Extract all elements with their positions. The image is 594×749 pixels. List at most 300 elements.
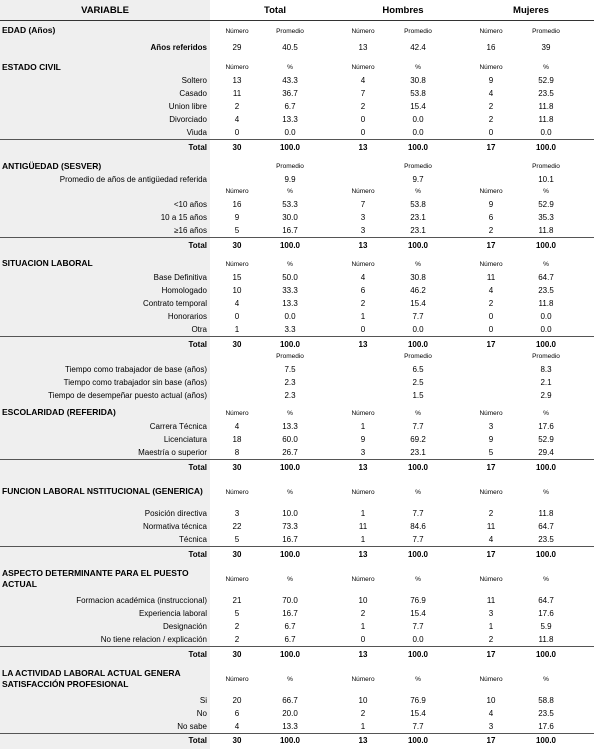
table-cell: 17 xyxy=(486,142,496,152)
column-subheader: % xyxy=(287,675,293,683)
row-label: Años referidos xyxy=(150,42,207,52)
column-subheader: Número xyxy=(351,64,375,71)
table-cell: 4 xyxy=(488,709,494,718)
table-cell: 13 xyxy=(358,462,368,472)
column-subheader: % xyxy=(287,260,293,268)
column-subheader: Promedio xyxy=(404,27,432,35)
table-cell: 4 xyxy=(488,89,494,98)
section-title: ANTIGÜEDAD (SESVER) xyxy=(2,160,102,171)
table-cell: 11.8 xyxy=(538,509,554,518)
section-title: FUNCION LABORAL NSTITUCIONAL (GENERICA) xyxy=(2,486,203,497)
table-cell: 23.1 xyxy=(410,448,426,457)
table-cell: 4 xyxy=(488,286,494,295)
table-cell: 40.5 xyxy=(282,42,298,52)
column-subheader xyxy=(212,160,262,173)
table-cell: 0.0 xyxy=(284,128,296,137)
table-cell xyxy=(212,173,262,185)
table-row xyxy=(0,594,594,607)
table-cell: 9 xyxy=(360,435,366,444)
row-label: Tiempo de desempeñar puesto actual (años) xyxy=(48,391,207,400)
column-subheader: % xyxy=(543,675,549,683)
table-row xyxy=(0,389,594,402)
section-header-row xyxy=(0,23,594,39)
table-row xyxy=(0,376,594,389)
table-row xyxy=(0,362,594,376)
section-title xyxy=(0,350,210,362)
table-cell: 1 xyxy=(360,312,366,321)
table-cell: 33.3 xyxy=(282,286,298,295)
table-cell: 100.0 xyxy=(407,549,429,559)
table-cell: 0 xyxy=(234,312,240,321)
table-cell: 100.0 xyxy=(279,549,301,559)
table-cell: 39 xyxy=(541,42,551,52)
table-cell: 0.0 xyxy=(540,128,552,137)
table-cell xyxy=(338,389,388,402)
table-cell: 10.0 xyxy=(282,509,298,518)
row-label: Maestría o superior xyxy=(138,448,207,457)
column-subheader: Número xyxy=(479,64,503,71)
table-row xyxy=(0,173,594,185)
table-cell: 15.4 xyxy=(410,609,426,618)
table-cell: 20.0 xyxy=(282,709,298,718)
table-cell: 2 xyxy=(488,115,494,124)
table-cell: 17 xyxy=(486,736,496,745)
column-subheader: % xyxy=(287,488,293,496)
table-cell: 13 xyxy=(358,42,368,52)
table-row xyxy=(0,198,594,211)
table-cell: 30 xyxy=(232,240,242,250)
table-cell: 23.1 xyxy=(410,226,426,235)
table-cell: 11.8 xyxy=(538,635,554,644)
row-label: Divorciado xyxy=(169,115,207,124)
column-subheader: % xyxy=(287,64,293,71)
table-cell: 64.7 xyxy=(538,522,554,531)
table-cell xyxy=(338,362,388,376)
table-cell: 9 xyxy=(488,76,494,85)
table-cell: 15.4 xyxy=(410,102,426,111)
table-cell: 11 xyxy=(232,89,242,98)
table-cell: 53.3 xyxy=(282,200,298,209)
column-subheader: Número xyxy=(351,488,375,496)
table-row xyxy=(0,74,594,87)
table-cell: 29 xyxy=(232,42,242,52)
row-label: Si xyxy=(199,696,207,705)
column-subheader xyxy=(338,160,388,173)
header-hombres: Hombres xyxy=(382,4,424,16)
section-header-row xyxy=(0,564,594,594)
row-label: Carrera Técnica xyxy=(149,422,207,431)
table-cell: 13 xyxy=(358,649,368,659)
table-cell: 9 xyxy=(234,213,240,222)
table-cell: 10 xyxy=(358,696,368,705)
table-cell: 100.0 xyxy=(279,649,301,659)
table-cell: 4 xyxy=(488,535,494,544)
table-cell: 2 xyxy=(488,509,494,518)
table-cell: 30 xyxy=(232,736,242,745)
row-label: Viuda xyxy=(186,128,207,137)
table-cell: 100.0 xyxy=(407,462,429,472)
table-row xyxy=(0,271,594,284)
table-cell: 30.8 xyxy=(410,76,426,85)
table-cell: 15 xyxy=(232,273,242,282)
table-cell: 2 xyxy=(488,299,494,308)
row-label: 10 a 15 años xyxy=(160,213,207,222)
table-cell: 5 xyxy=(488,448,494,457)
table-cell: 100.0 xyxy=(535,736,557,745)
table-cell: 100.0 xyxy=(407,339,429,349)
table-cell: 53.8 xyxy=(410,200,426,209)
table-cell: 18 xyxy=(232,435,242,444)
table-cell: 13 xyxy=(358,240,368,250)
column-subheader: % xyxy=(543,260,549,268)
table-cell: 60.0 xyxy=(282,435,298,444)
table-cell: 100.0 xyxy=(535,462,557,472)
table-cell: 64.7 xyxy=(538,596,554,605)
table-row xyxy=(0,720,594,733)
column-subheader: Número xyxy=(479,27,503,35)
table-cell: 9.7 xyxy=(412,174,424,184)
table-cell: 52.9 xyxy=(538,435,554,444)
table-cell: 13.3 xyxy=(282,422,298,431)
row-label: Posición directiva xyxy=(144,509,207,518)
table-cell xyxy=(212,362,262,376)
table-row xyxy=(0,224,594,237)
table-cell xyxy=(338,173,388,185)
header-divider xyxy=(0,20,594,21)
table-cell: 0 xyxy=(488,325,494,334)
header-variable: VARIABLE xyxy=(81,4,129,16)
column-subheader: % xyxy=(415,64,421,71)
table-row xyxy=(0,87,594,100)
table-cell: 30.8 xyxy=(410,273,426,282)
total-row xyxy=(0,546,594,561)
table-cell: 0 xyxy=(360,325,366,334)
table-cell: 23.5 xyxy=(538,89,554,98)
table-cell: 2.3 xyxy=(284,378,296,387)
table-cell: 13.3 xyxy=(282,722,298,731)
table-cell: 23.5 xyxy=(538,286,554,295)
table-cell xyxy=(212,389,262,402)
table-row xyxy=(0,607,594,620)
table-row xyxy=(0,446,594,459)
table-cell: 30 xyxy=(232,339,242,349)
table-cell: 3 xyxy=(360,448,366,457)
table-cell: 6.5 xyxy=(412,364,424,374)
table-row xyxy=(0,211,594,224)
column-subheader: Número xyxy=(225,260,249,268)
column-subheader xyxy=(212,350,262,362)
table-cell: 1 xyxy=(360,622,366,631)
column-subheader: % xyxy=(543,575,549,583)
table-cell: 15.4 xyxy=(410,709,426,718)
section-title xyxy=(0,185,210,198)
table-cell: 2 xyxy=(234,102,240,111)
table-cell: 70.0 xyxy=(282,596,298,605)
table-cell: 58.8 xyxy=(538,696,554,705)
table-cell: 7.7 xyxy=(412,535,424,544)
table-cell: 100.0 xyxy=(279,339,301,349)
table-cell: 66.7 xyxy=(282,696,298,705)
row-label: No tiene relacion / explicación xyxy=(100,635,207,644)
table-cell: 11.8 xyxy=(538,115,554,124)
header-total: Total xyxy=(264,4,286,16)
table-cell: 3 xyxy=(360,226,366,235)
table-cell: 4 xyxy=(234,422,240,431)
table-cell: 23.1 xyxy=(410,213,426,222)
table-cell: 17 xyxy=(486,549,496,559)
table-row xyxy=(0,310,594,323)
table-row xyxy=(0,707,594,720)
table-row xyxy=(0,126,594,139)
table-cell: 5 xyxy=(234,535,240,544)
table-cell: 76.9 xyxy=(410,596,426,605)
column-subheader: % xyxy=(415,488,421,496)
column-subheader: % xyxy=(543,488,549,496)
table-row xyxy=(0,323,594,336)
table-cell: 4 xyxy=(234,299,240,308)
table-cell: 3 xyxy=(488,722,494,731)
column-subheader: Número xyxy=(351,260,375,268)
table-cell: 6.7 xyxy=(284,102,296,111)
table-row xyxy=(0,533,594,546)
table-cell: 13 xyxy=(358,142,368,152)
table-cell: 2 xyxy=(488,226,494,235)
table-cell: 53.8 xyxy=(410,89,426,98)
table-cell: 16 xyxy=(486,42,496,52)
table-cell: 6 xyxy=(234,709,240,718)
table-cell: 10 xyxy=(358,596,368,605)
row-label: Total xyxy=(188,736,207,745)
table-cell: 50.0 xyxy=(282,273,298,282)
column-subheader: % xyxy=(543,188,549,195)
row-label: Contrato temporal xyxy=(142,299,207,308)
table-cell: 52.9 xyxy=(538,76,554,85)
column-subheader: Número xyxy=(225,188,249,195)
column-subheader: % xyxy=(415,675,421,683)
table-cell: 73.3 xyxy=(282,522,298,531)
column-subheader: Número xyxy=(351,575,375,583)
table-cell: 100.0 xyxy=(535,549,557,559)
section-title: SITUACION LABORAL xyxy=(2,258,93,269)
table-cell: 7.5 xyxy=(284,364,296,374)
section-header-row xyxy=(0,160,594,173)
column-subheader: Número xyxy=(479,188,503,195)
table-cell: 1 xyxy=(360,422,366,431)
table-cell: 2 xyxy=(360,709,366,718)
table-cell: 0.0 xyxy=(412,325,424,334)
table-cell: 5 xyxy=(234,609,240,618)
table-cell: 0.0 xyxy=(412,128,424,137)
section-header-row xyxy=(0,350,594,362)
column-subheader: Promedio xyxy=(276,352,304,360)
column-subheader: Número xyxy=(225,64,249,71)
section-title: ESCOLARIDAD (REFERIDA) xyxy=(2,407,116,418)
section-header-row xyxy=(0,257,594,271)
column-subheader: % xyxy=(415,260,421,268)
column-subheader xyxy=(466,160,516,173)
table-cell: 9 xyxy=(488,200,494,209)
table-cell: 1 xyxy=(360,509,366,518)
table-cell: 0 xyxy=(360,128,366,137)
table-cell: 7 xyxy=(360,200,366,209)
table-cell: 17 xyxy=(486,240,496,250)
row-label: Homologado xyxy=(161,286,207,295)
table-cell: 1 xyxy=(234,325,240,334)
section-header-row xyxy=(0,664,594,694)
column-subheader: % xyxy=(543,64,549,71)
table-cell: 0 xyxy=(488,312,494,321)
column-subheader: Número xyxy=(225,27,249,35)
row-label: Total xyxy=(188,649,207,659)
section-title: LA ACTIVIDAD LABORAL ACTUAL GENERA SATISFACCIÓN PROFESIONAL xyxy=(2,667,181,689)
row-label: Formacion académica (instruccional) xyxy=(76,596,207,605)
row-label: Soltero xyxy=(181,76,207,85)
table-cell: 1 xyxy=(360,722,366,731)
row-label: Total xyxy=(188,462,207,472)
column-subheader: Número xyxy=(479,675,503,683)
column-subheader: Número xyxy=(479,260,503,268)
table-cell: 100.0 xyxy=(407,649,429,659)
table-cell: 46.2 xyxy=(410,286,426,295)
table-cell: 6 xyxy=(360,286,366,295)
total-row xyxy=(0,139,594,154)
row-label: No xyxy=(196,709,207,718)
table-cell: 3 xyxy=(488,422,494,431)
table-cell: 100.0 xyxy=(407,142,429,152)
table-cell: 100.0 xyxy=(407,240,429,250)
table-row xyxy=(0,433,594,446)
table-cell xyxy=(466,173,516,185)
table-cell: 3 xyxy=(234,509,240,518)
table-cell: 7.7 xyxy=(412,312,424,321)
row-label: Técnica xyxy=(178,535,207,544)
table-cell: 2.1 xyxy=(540,378,552,387)
row-label: Total xyxy=(188,339,207,349)
row-label: Total xyxy=(188,549,207,559)
table-cell: 36.7 xyxy=(282,89,298,98)
section-title: ASPECTO DETERMINANTE PARA EL PUESTO ACTUAL xyxy=(2,567,189,589)
table-cell: 17 xyxy=(486,462,496,472)
table-cell: 13 xyxy=(232,76,242,85)
table-row xyxy=(0,113,594,126)
header-mujeres: Mujeres xyxy=(513,4,549,16)
table-cell: 2.9 xyxy=(540,391,552,400)
table-cell: 21 xyxy=(232,596,242,605)
column-subheader: Número xyxy=(351,27,375,35)
table-cell: 16.7 xyxy=(282,609,298,618)
table-cell: 64.7 xyxy=(538,273,554,282)
table-cell: 17.6 xyxy=(538,422,554,431)
column-subheader: Número xyxy=(225,575,249,583)
column-subheader: % xyxy=(287,409,293,417)
table-cell: 100.0 xyxy=(535,240,557,250)
table-cell: 0 xyxy=(360,635,366,644)
table-cell: 29.4 xyxy=(538,448,554,457)
table-cell xyxy=(466,376,516,389)
table-cell: 5.9 xyxy=(540,622,552,631)
table-cell: 2.5 xyxy=(412,378,424,387)
table-row xyxy=(0,100,594,113)
table-row xyxy=(0,284,594,297)
total-row xyxy=(0,237,594,252)
column-subheader: Número xyxy=(351,409,375,417)
table-cell: 30.0 xyxy=(282,213,298,222)
table-cell: 0 xyxy=(488,128,494,137)
table-row xyxy=(0,420,594,433)
table-cell: 3 xyxy=(488,609,494,618)
table-cell: 4 xyxy=(360,273,366,282)
table-cell: 4 xyxy=(234,115,240,124)
column-subheader: Número xyxy=(225,675,249,683)
column-subheader: Promedio xyxy=(276,163,304,170)
row-label: Base Definitiva xyxy=(153,273,207,282)
table-cell: 52.9 xyxy=(538,200,554,209)
table-row xyxy=(0,620,594,633)
column-subheader: % xyxy=(415,188,421,195)
row-label: Designación xyxy=(162,622,207,631)
table-cell: 2 xyxy=(360,609,366,618)
table-row xyxy=(0,520,594,533)
table-row xyxy=(0,297,594,310)
table-cell: 11 xyxy=(486,596,496,605)
table-cell: 7.7 xyxy=(412,722,424,731)
table-cell: 76.9 xyxy=(410,696,426,705)
table-cell: 100.0 xyxy=(535,649,557,659)
table-cell: 8 xyxy=(234,448,240,457)
table-cell: 6 xyxy=(488,213,494,222)
table-cell: 1 xyxy=(360,535,366,544)
table-cell: 26.7 xyxy=(282,448,298,457)
table-cell: 2 xyxy=(488,102,494,111)
table-cell: 23.5 xyxy=(538,535,554,544)
table-cell: 20 xyxy=(232,696,242,705)
section-title: ESTADO CIVIL xyxy=(2,61,61,72)
row-label: Casado xyxy=(179,89,207,98)
column-subheader xyxy=(466,350,516,362)
table-cell: 100.0 xyxy=(535,142,557,152)
row-label: Otra xyxy=(191,325,207,334)
table-cell: 1.5 xyxy=(412,391,424,400)
table-cell xyxy=(466,362,516,376)
table-cell: 69.2 xyxy=(410,435,426,444)
column-subheader: Número xyxy=(351,675,375,683)
total-row xyxy=(0,646,594,661)
table-cell: 2 xyxy=(360,102,366,111)
table-cell: 4 xyxy=(360,76,366,85)
table-cell: 4 xyxy=(234,722,240,731)
column-subheader: Promedio xyxy=(404,163,432,170)
table-cell: 13 xyxy=(358,549,368,559)
row-label: Union libre xyxy=(168,102,207,111)
table-cell: 0.0 xyxy=(540,312,552,321)
table-cell: 100.0 xyxy=(535,339,557,349)
row-label: <10 años xyxy=(173,200,207,209)
column-subheader: Número xyxy=(225,488,249,496)
table-cell: 9 xyxy=(488,435,494,444)
column-subheader: % xyxy=(543,409,549,417)
row-label: Tiempo como trabajador de base (años) xyxy=(65,364,207,374)
table-cell: 3.3 xyxy=(284,325,296,334)
table-cell: 16.7 xyxy=(282,226,298,235)
column-subheader: % xyxy=(287,188,293,195)
row-label: Experiencia laboral xyxy=(138,609,207,618)
table-cell: 30 xyxy=(232,549,242,559)
table-cell: 1 xyxy=(488,622,494,631)
table-cell: 0.0 xyxy=(284,312,296,321)
table-cell: 15.4 xyxy=(410,299,426,308)
table-cell: 13 xyxy=(358,736,368,745)
table-cell xyxy=(212,376,262,389)
